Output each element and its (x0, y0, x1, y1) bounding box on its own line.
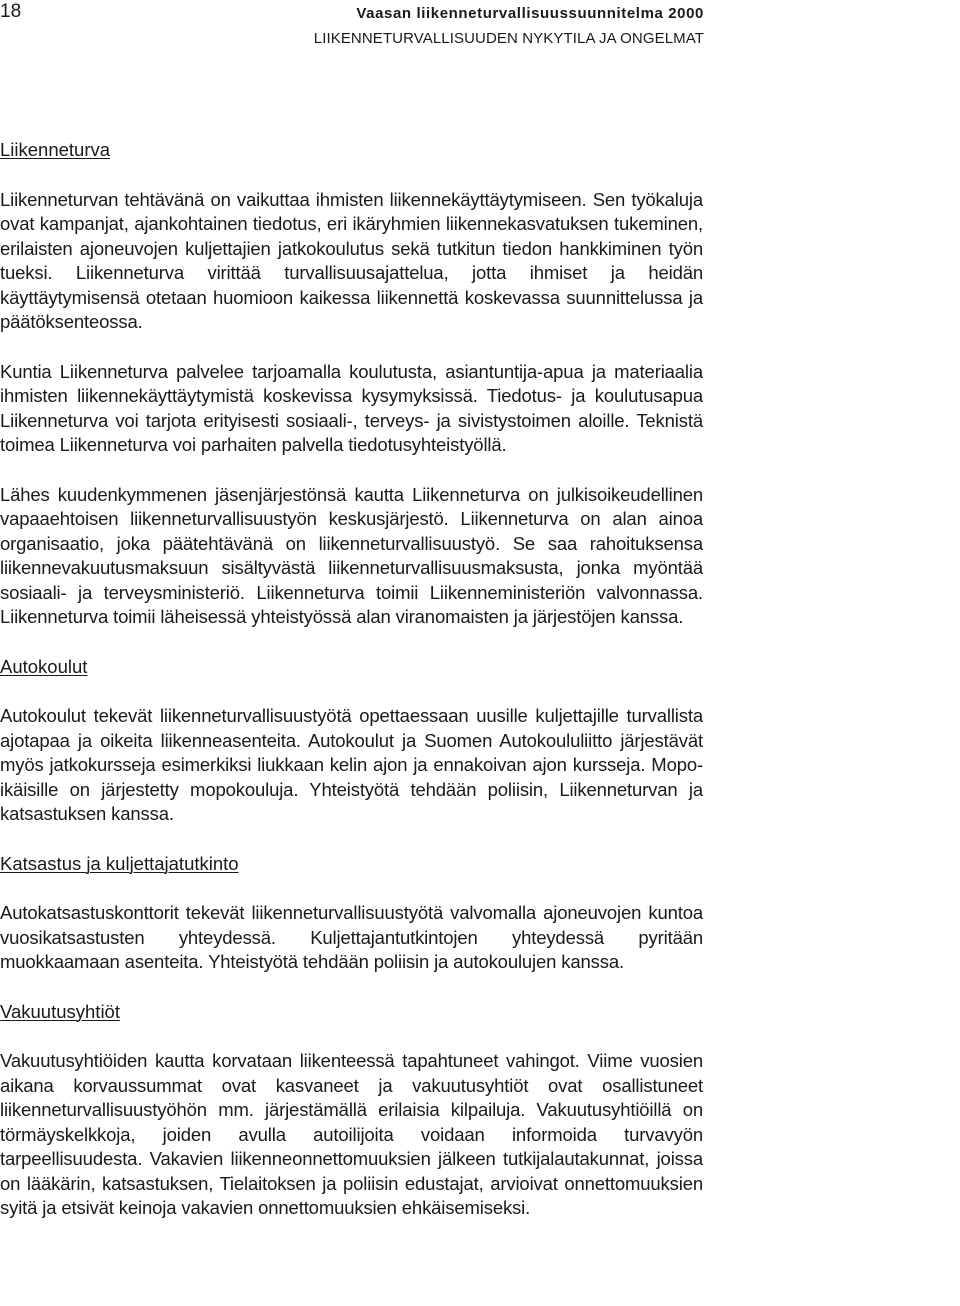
section-heading-vakuutusyhtiot: Vakuutusyhtiöt (0, 1000, 120, 1022)
paragraph: Autokatsastuskonttorit tekevät liikenneturvallisuustyötä valvomalla ajoneuvojen kuntoa vuosikatsastusten yhteydessä. Kuljettajantutkintojen yhteydessä pyritään muokkaamaan asenteita. Yhteistyötä tehdään poliisin ja autokoulujen kanssa. (0, 902, 703, 972)
running-header (314, 3, 704, 50)
header-subtitle: LIIKENNETURVALLISUUDEN NYKYTILA JA ONGELMAT (313, 30, 704, 47)
section-heading-katsastus: Katsastus ja kuljettajatutkinto (0, 852, 239, 874)
page-number: 18 (0, 1, 22, 22)
body-content (0, 138, 703, 1221)
section-heading-liikenneturva: Liikenneturva (0, 139, 111, 160)
paragraph: Vakuutusyhtiöiden kautta korvataan liikenteessä tapahtuneet vahingot. Viime vuosien aikana korvaussummat ovat kasvaneet ja vakuutusyhtiöt ovat osallistuneet liikenneturvallisuustyöhön mm. järjestämällä erilaisia kilpailuja. Vakuutusyhtiöillä on törmäyskelkkoja, joiden avulla autoilijoita voidaan informoida turvavyön tarpeellisuudesta. Vakavien liikenneonnettomuuksien jälkeen tutkijalautakunnat, joissa on lääkärin, katsastuksen, Tielaitoksen ja poliisin edustajat, arvioivat onnettomuuksien syitä ja etsivät keinoja vakavien onnettomuuksien ehkäisemiseksi. (0, 1050, 703, 1218)
paragraph: Lähes kuudenkymmenen jäsenjärjestönsä kautta Liikenneturva on julkisoikeudellinen vapaaehtoisen liikenneturvallisuustyön keskusjärjestö. Liikenneturva on alan ainoa organisaatio, joka päätehtävänä on liikenneturvallisuustyö. Se saa rahoituksensa liikennevakuutusmaksuun sisältyvästä liikenneturvallisuusmaksusta, jonka myöntää sosiaali- ja terveysministeriö. Liikenneturva toimii Liikenneministeriön valvonnassa. Liikenneturva toimii läheisessä yhteistyössä alan viranomaisten ja järjestöjen kanssa. (0, 483, 703, 627)
paragraph: Kuntia Liikenneturva palvelee tarjoamalla koulutusta, asiantuntija-apua ja materiaalia ihmisten liikennekäyttäytymistä koskevissa kysymyksissä. Tiedotus- ja koulutusapua Liikenneturva voi tarjota erityisesti sosiaali-, terveys- ja sivistystoimen aloille. Teknistä toimea Liikenneturva voi parhaiten palvella tiedotusyhteistyöllä. (0, 360, 703, 455)
paragraph: Liikenneturvan tehtävänä on vaikuttaa ihmisten liikennekäyttäytymiseen. Sen työkaluja ovat kampanjat, ajankohtainen tiedotus, eri ikäryhmien liikennekasvatuksen tukeminen, erilaisten ajoneuvojen kuljettajien jatkokoulutus sekä tutkitun tiedon hankkiminen työn tueksi. Liikenneturva virittää turvallisuusajattelua, jotta ihmiset ja heidän käyttäytymisensä otetaan huomioon kaikessa liikennettä koskevassa suunnittelussa ja päätöksenteossa. (0, 188, 703, 332)
header-title: Vaasan liikenneturvallisuussuunnitelma 2000 (356, 5, 704, 22)
section-heading-autokoulut: Autokoulut (0, 655, 88, 677)
paragraph: Autokoulut tekevät liikenneturvallisuustyötä opettaessaan uusille kuljettajille turvallista ajotapaa ja oikeita liikenneasenteita. Autokoulut ja Suomen Autokoululiitto järjestävät myös jatkokursseja esimerkiksi liukkaan kelin ajon ja ennakoivan ajon kursseja. Mopo-ikäisille on järjestetty mopokouluja. Yhteistyötä tehdään poliisin, Liikenneturvan ja katsastuksen kanssa. (0, 705, 703, 824)
